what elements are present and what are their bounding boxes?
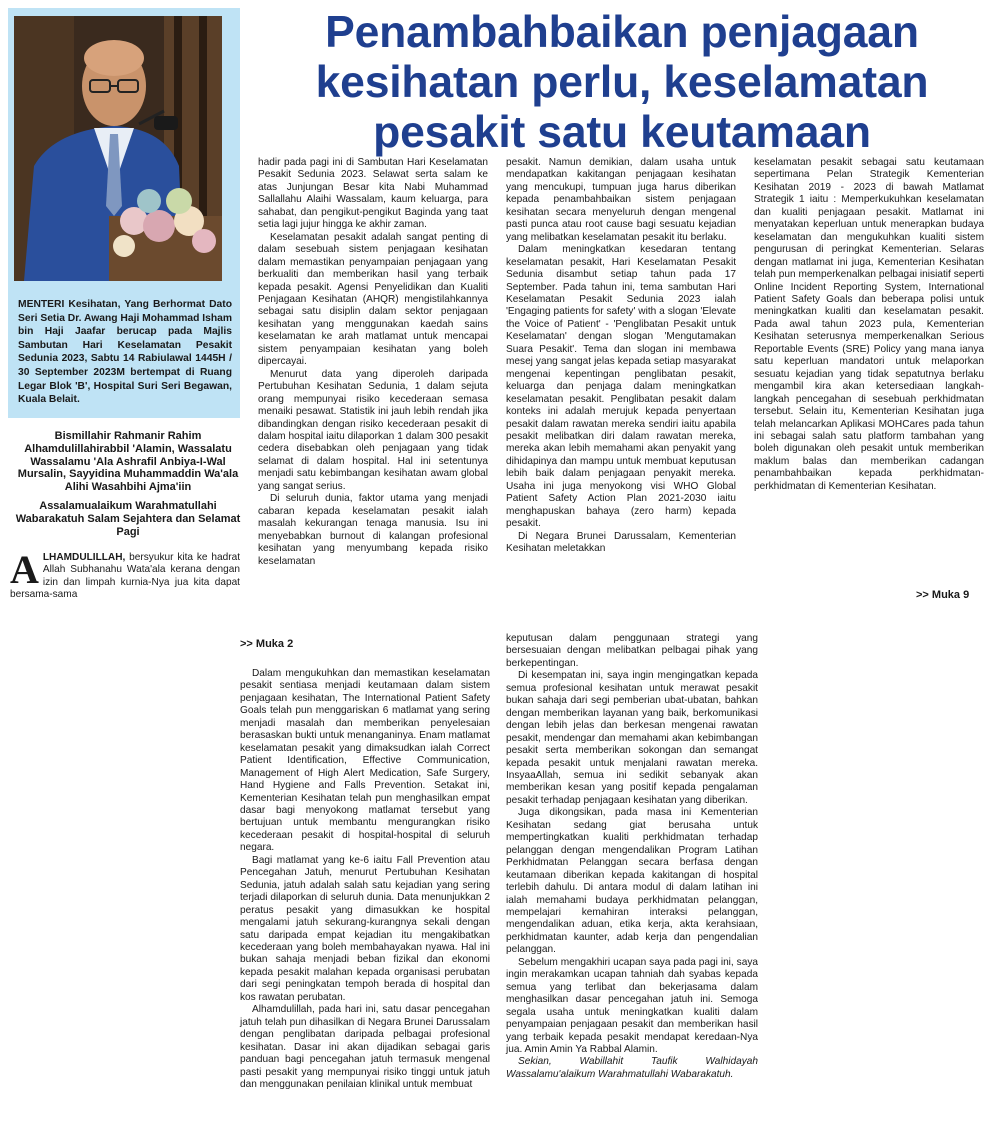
minister-speaking-image <box>14 16 222 281</box>
paragraph: Juga dikongsikan, pada masa ini Kementerian Kesihatan sedang giat berusaha untuk mempertingkatkan kualiti perkhidmatan terhadap pelanggan dengan mengendalikan Program Latihan Perkhidmatan Pelanggan secara berfasa dengan keutamaan diberikan kepada kakitangan di hospital terlebih dahulu. Di antara modul di dalam latihan ini ialah memahami budaya perkhidmatan pelanggan, mempelajari kemahiran interaksi pelanggan, mengendalikan aduan, etika kerja, akta kerahsiaan, perkhidmatan kaunter, adab kerja dan pengendalian pelanggan. <box>506 807 758 956</box>
jump-to-page-9[interactable]: >> Muka 9 <box>916 589 970 601</box>
headline-line-2: kesihatan perlu, keselamatan <box>315 58 929 107</box>
photo-caption: MENTERI Kesihatan, Yang Berhormat Dato Seri Setia Dr. Awang Haji Mohammad Isham bin Haji Jaafar berucap pada Majlis Sambutan Hari Keselamatan Pesakit Sedunia 2023, Sabtu 14 Rabiulawal 1445H / 30 September 2023M bertempat di Ruang Legar Blok 'B', Hospital Suri Seri Begawan, Kuala Belait. <box>18 299 233 406</box>
article-column-3 <box>506 157 736 556</box>
paragraph: Dalam mengukuhkan dan memastikan keselamatan pesakit sentiasa menjadi keutamaan dalam sistem penjagaan kesihatan, The International Patient Safety Goals telah pun menggariskan 6 matlamat yang sering menjadi masalah dan memberikan penyelesaian berasaskan bukti untuk menanganinya. Enam matlamat keselamatan pesakit yang dimaksudkan ialah Correct Patient Identification, Effective Communication, Management of High Alert Medication, Safe Surgery, Hand Hygiene and Falls Prevention. Setakat ini, Kementerian Kesihatan telah pun menghasilkan empat dasar bagi menyokong matlamat tersebut yang bertujuan untuk membantu mengurangkan risiko kecederaan pesakit di hospital-hospital di seluruh negara. <box>240 668 490 854</box>
intro-text: bersyukur kita ke hadrat Allah Subhanahu Wata'ala kerana dengan izin dan limpah kurnia-Nya jua kita dapat bersama-sama <box>10 552 240 601</box>
intro-lead: LHAMDULILLAH, <box>42 552 126 563</box>
bismillah-greeting: Bismillahir Rahmanir Rahim Alhamdulillahirabbil 'Alamin, Wassalatu Wassalamu 'Ala Ashrafil Anbiya-I-Wal Mursalin, Sayyidina Muhammaddin Wa'ala Alihi Wasahbihi Ajma'iin <box>17 430 239 494</box>
paragraph: Di Negara Brunei Darussalam, Kementerian Kesihatan meletakkan <box>506 530 736 555</box>
headline-line-1: Penambahbaikan penjagaan <box>325 8 919 57</box>
jump-from-page-2: >> Muka 2 <box>240 638 294 650</box>
paragraph: Di kesempatan ini, saya ingin mengingatkan kepada semua profesional kesihatan untuk merawat pesakit bukan sahaja dari segi pemberian ubat-ubatan, bahkan dengan memberikan layanan yang baik, berkomunikasi dengan lebih jelas dan berkesan mengenai rawatan pesakit, mendengar dan memahami akan kebimbangan pesakit serta memberikan sokongan dan semangat kepada pesakit untuk menjalani rawatan mereka. InsyaaAllah, semua ini sedikit sebanyak akan memberikan kesan yang positif kepada pengalaman pesakit terhadap penjagaan kesihatan yang diberikan. <box>506 670 758 806</box>
minister-photo <box>14 16 222 281</box>
article-column-2 <box>258 157 488 568</box>
headline-line-3: pesakit satu keutamaan <box>373 108 871 157</box>
paragraph: Menurut data yang diperoleh daripada Pertubuhan Kesihatan Sedunia, 1 dalam sejuta orang mempunyai risiko kecederaan semasa menaiki pesawat. Statistik ini jauh lebih rendah jika dibandingkan dengan risiko kecederaan pesakit di dalam hospital iaitu dilaporkan 1 dalam 300 pesakit cedera disebabkan oleh penjagaan yang tidak selamat di dalam hospital. Hal ini setentunya menjadi satu kebimbangan kesihatan awam global yang sangat serius. <box>258 368 488 492</box>
continuation-column-1 <box>240 668 490 1091</box>
headline <box>250 8 994 158</box>
salam-greeting: Assalamualaikum Warahmatullahi Wabarakatuh Salam Sejahtera dan Selamat Pagi <box>15 500 241 538</box>
paragraph: Bagi matlamat yang ke-6 iaitu Fall Prevention atau Pencegahan Jatuh, menurut Pertubuhan Kesihatan Sedunia, jatuh adalah salah satu kejadian yang sering terjadi dilaporkan di seluruh dunia. Data menunjukkan 2 peratus pesakit yang dimasukkan ke hospital mengalami jatuh sekurang-kurangnya sekali dengan satu daripada empat kejadian itu mengakibatkan kecederaan yang boleh membahayakan nyawa. Hal ini bukan sahaja menjadi beban fizikal dan ekonomi kepada pesakit malahan kepada organisasi perubatan dari segi peningkatan tempoh berada di hospital dan kos rawatan perubatan. <box>240 854 490 1003</box>
paragraph: Keselamatan pesakit adalah sangat penting di dalam sesebuah sistem penjagaan kesihatan dalam memastikan penyampaian penjagaan yang berkualiti dan memberikan hasil yang terbaik kepada pesakit. Agensi Penyelidikan dan Kualiti Penjagaan Kesihatan (AHQR) mengistilahkannya sebagai satu disiplin dalam sektor penjagaan kesihatan yang menggunakan kaedah sains keselamatan ke arah matlamat untuk mencapai sistem penyampaian kesihatan yang boleh dipercayai. <box>258 231 488 368</box>
drop-cap: A <box>10 547 39 592</box>
paragraph: Dalam meningkatkan kesedaran tentang keselamatan pesakit, Hari Keselamatan Pesakit Sedunia disambut setiap tahun pada 17 September. Pada tahun ini, tema sambutan Hari Keselamatan Pesakit Sedunia 2023 ialah 'Engaging patients for safety' with a slogan 'Elevate the Voice of Patient' - 'Penglibatan Pesakit untuk Keselamatan' dengan slogan 'Mengutamakan Suara Pesakit'. Tema dan slogan ini membawa mesej yang sangat jelas kepada setiap masyarakat mengenai kepentingan penglibatan pesakit, keluarga dan penjaga dalam meningkatkan keselamatan pesakit. Penglibatan pesakit dalam konteks ini adalah merujuk kepada penyertaan pesakit dalam rawatan mereka sendiri iaitu apabila pesakit melibatkan diri dalam rawatan mereka, mereka akan lebih memahami akan penyakit yang dihidapinya dan mampu untuk membuat keputusan lebih baik dalam penjagaan penyakit mereka. Usaha ini juga menyokong visi WHO Global Patient Safety Action Plan 2021-2030 iaitu menghapuskan bahaya (zero harm) kepada pesakit. <box>506 244 736 530</box>
paragraph: Sebelum mengakhiri ucapan saya pada pagi ini, saya ingin merakamkan ucapan tahniah dah syabas kepada semua yang terlibat dan bekerjasama dalam menghasilkan dasar pencegahan jatuh ini. Semoga segala usaha untuk meningkatkan kualiti dalam penyampaian penjagaan pesakit dan memberikan hasil yang terbaik kepada pesakit mendapat keredaan-Nya jua. Amin Amin Ya Rabbal Alamin. <box>506 956 758 1055</box>
paragraph: hadir pada pagi ini di Sambutan Hari Keselamatan Pesakit Sedunia 2023. Selawat serta salam ke atas Junjungan Besar kita Nabi Muhammad Sallallahu Alaihi Wassalam, kaum keluarga, para sahabat, dan pengikut-pengikut Baginda yang taat setia lagi jujur hingga ke akhir zaman. <box>258 157 488 231</box>
paragraph: Alhamdulillah, pada hari ini, satu dasar pencegahan jatuh telah pun dihasilkan di Negara Brunei Darussalam dengan penglibatan daripada pelbagai profesional kesihatan. Dasar ini akan dijadikan sebagai garis panduan bagi pencegahan jatuh termasuk mengenal pasti pesakit yang mempunyai risiko tinggi untuk jatuh dan menggunakan penilaian klinikal untuk membuat <box>240 1004 490 1090</box>
paragraph: pesakit. Namun demikian, dalam usaha untuk mendapatkan kakitangan penjagaan kesihatan yang mencukupi, tumpuan juga harus diberikan kepada penambahbaikan sistem penjagaan kesihatan secara menyeluruh dengan mengenal pasti punca atau root cause bagi sesuatu kejadian yang melibatkan keselamatan pesakit itu berlaku. <box>506 157 736 243</box>
continuation-column-2 <box>506 633 758 1081</box>
article-column-4 <box>754 157 984 493</box>
paragraph: Di seluruh dunia, faktor utama yang menjadi cabaran kepada keselamatan pesakit ialah masalah kekurangan tenaga manusia. Isu ini menyebabkan burnout di kalangan profesional kesihatan yang menyumbang kepada risiko keselamatan <box>258 493 488 567</box>
paragraph: keselamatan pesakit sebagai satu keutamaan sepertimana Pelan Strategik Kementerian Kesihatan 2019 - 2023 di bawah Matlamat Strategik 1 iaitu : Memperkukuhkan keselamatan dan kualiti penjagaan pesakit. Matlamat ini menyatakan keperluan untuk menerapkan budaya keselamatan dan mengukuhkan kualiti sistem pengurusan di peringkat Kementerian. Selaras dengan matlamat ini juga, Kementerian Kesihatan telah pun memperkenalkan pelbagai inisiatif seperti Online Incident Reporting System, International Patient Safety Goals dan beberapa polisi untuk meningkatkan kualiti dan keselamatan pesakit. Pada awal tahun 2023 pula, Kementerian Kesihatan seterusnya memperkenalkan Serious Reportable Events (SRE) Policy yang mana ianya satu keperluan mandatori untuk melaporkan sesuatu kejadian yang tidak sepatutnya berlaku mengambil kira akan ketersediaan langkah-langkah pencegahan di sesebuah perkhidmatan tersebut. Selain itu, Kementerian Kesihatan juga telah melancarkan Aplikasi MOHCares pada tahun ini sebagai salah satu platform tambahan yang boleh digunakan oleh pesakit untuk memberikan maklum balas dan memberikan cadangan penambahbaikan kepada perkhidmatan-perkhidmatan di Kementerian Kesihatan. <box>754 157 984 492</box>
paragraph: keputusan dalam penggunaan strategi yang bersesuaian dengan melibatkan pelbagai pihak yang berkepentingan. <box>506 633 758 669</box>
intro-paragraph <box>10 547 240 602</box>
closing-paragraph: Sekian, Wabillahit Taufik Walhidayah Wassalamu'alaikum Warahmatullahi Wabarakatuh. <box>506 1056 758 1080</box>
